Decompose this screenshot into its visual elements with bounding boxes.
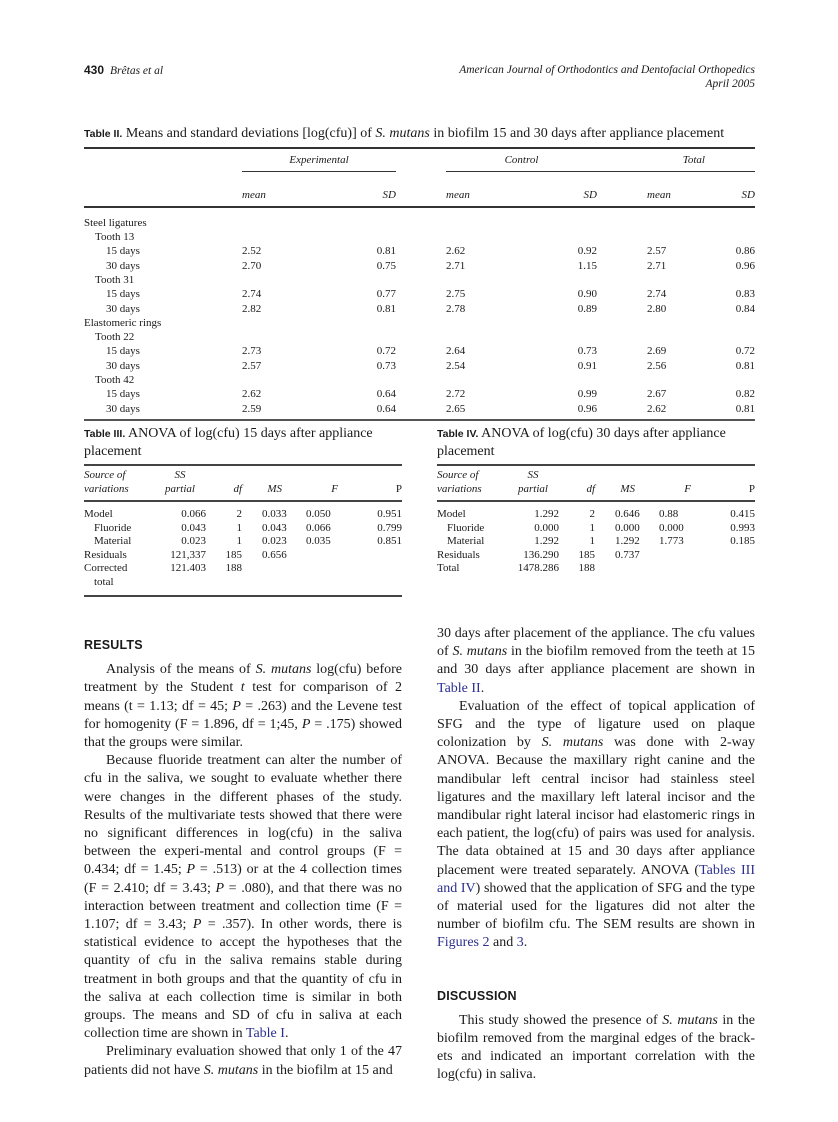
table-1-link[interactable]: Table I bbox=[245, 1026, 285, 1042]
paragraph-3-continued: 30 days after placement of the appliance. The cfu values of S. mutans in the biofilm removed from the teeth at 15 and 30 days after appliance placement are shown in Table II. bbox=[437, 626, 756, 696]
group-header-experimental: Experimental bbox=[289, 153, 349, 166]
table-2 bbox=[84, 125, 755, 421]
table-row: Fluoride 0.043 1 0.043 0.066 0.799 bbox=[94, 521, 402, 534]
running-header bbox=[84, 63, 755, 93]
table-4-caption: Table IV. ANOVA of log(cfu) 30 days after appliance placement bbox=[437, 426, 726, 459]
table-row: Steel ligatures bbox=[84, 216, 147, 229]
figure-2-link[interactable]: Figures 2 bbox=[437, 935, 490, 951]
group-header-control: Control bbox=[504, 153, 539, 166]
table-3-grid bbox=[84, 466, 402, 496]
table-4-link[interactable]: IV bbox=[460, 880, 476, 896]
table-row: Residuals 136.290 185 0.737 bbox=[437, 548, 640, 561]
table-row: Fluoride 0.000 1 0.000 0.000 0.993 bbox=[447, 521, 755, 534]
journal-info bbox=[459, 63, 755, 91]
table-3-caption: Table III. ANOVA of log(cfu) 15 days after appliance placement bbox=[84, 426, 373, 459]
page-number: 430 bbox=[84, 63, 105, 77]
table-4-header: Source of variations SS partial df MS F P bbox=[437, 469, 755, 495]
running-authors: Brêtas et al bbox=[110, 65, 164, 77]
table-row: 30 days 2.70 0.75 2.71 1.15 2.71 0.96 bbox=[106, 259, 755, 272]
journal-title: American Journal of Orthodontics and Dentofacial Orthopedics bbox=[459, 64, 755, 76]
tables-3-link[interactable]: Tables III bbox=[699, 862, 755, 878]
table-4-grid bbox=[437, 466, 755, 496]
right-column bbox=[437, 625, 755, 1085]
table-4 bbox=[437, 425, 755, 576]
table-row: 15 days 2.74 0.77 2.75 0.90 2.74 0.83 bbox=[106, 288, 755, 301]
table-3-header: Source of variations SS partial df MS F P bbox=[84, 469, 402, 495]
paragraph-3: Preliminary evaluation showed that only 1 of the 47 patients did not have S. mutans in the biofilm at 15 and bbox=[84, 1044, 402, 1078]
table-row: Tooth 42 bbox=[95, 374, 135, 387]
paragraph-4: Evaluation of the effect of topical application of SFG and the type of ligature used on plaque colonization by S. mutans was done with 2-way ANOVA. Because the maxillary right canine and the mandibular left central incisor had stainless steel ligatures and the maxillary left lateral incisor and the mandibular right lateral incisor had elastomeric rings in each patient, the log(cfu) of pairs was used for analysis. The data obtained at 15 and 30 days after appliance placement were treated separately. ANOVA (Tables III and IV) showed that the application of SFG and the type of material used for the ligatures did not alter the number of biofilm cfu. The SEM results are shown in Figures 2 and 3. bbox=[437, 698, 756, 951]
table-row: 15 days 2.62 0.64 2.72 0.99 2.67 0.82 bbox=[106, 388, 755, 401]
table-2-link[interactable]: Table II bbox=[437, 680, 481, 696]
subheader-row: mean SD mean SD mean SD bbox=[242, 188, 755, 201]
paragraph-1: Analysis of the means of S. mutans log(cfu) before treatment by the Student t test for comparison of 2 means (t = 1.13; df = 45; P = .263) and the Levene test for homogenity (F = 1.896, df = 1;45, P = .175) showed that the groups were similar. bbox=[84, 662, 402, 751]
table-row: 30 days 2.57 0.73 2.54 0.91 2.56 0.81 bbox=[106, 359, 755, 372]
table-row: 15 days 2.52 0.81 2.62 0.92 2.57 0.86 bbox=[106, 245, 755, 258]
table-row: Tooth 22 bbox=[95, 331, 135, 344]
figure-3-link[interactable]: 3 bbox=[516, 935, 524, 951]
table-row: Residuals 121,337 185 0.656 bbox=[84, 548, 287, 561]
table-row: Model 1.292 2 0.646 0.88 0.415 bbox=[437, 508, 755, 520]
table-3 bbox=[84, 425, 402, 597]
table-row: 15 days 2.73 0.72 2.64 0.73 2.69 0.72 bbox=[106, 345, 755, 358]
paragraph-2: Because fluoride treatment can alter the number of cfu in the saliva, we sought to evaluate whether there were changes in the different phases of the study. Results of the multivariate tests showed that there were no significant differences in log(cfu) in the saliva between the experi-mental and control groups (F = 0.434; df = 1.45; P = .513) or at the 4 collection times (F = 2.410; df = 3.43; P = .080), and that there was no interaction between treatment and collection time (F = 1.107; df = 3.43; P = .357). In other words, there is statistical evidence to accept the hypotheses that the quantity of cfu in the saliva remains stable during treatment in both groups and that the quantity of cfu in the saliva at each collection time is similar in both groups. The means and SD of cfu in saliva at each collection time are shown in Table I. bbox=[84, 753, 402, 1042]
table-2-body bbox=[84, 216, 755, 416]
table-row: Material 0.023 1 0.023 0.035 0.851 bbox=[94, 535, 402, 547]
table-row: Material 1.292 1 1.292 1.773 0.185 bbox=[447, 535, 755, 547]
discussion-heading: DISCUSSION bbox=[437, 988, 517, 1003]
table-row: Total 1478.286 188 bbox=[437, 562, 595, 574]
group-header-total: Total bbox=[682, 153, 705, 166]
table-row: Tooth 13 bbox=[95, 231, 135, 244]
results-heading: RESULTS bbox=[84, 638, 143, 652]
table-row: Corrected total 121.403 188 bbox=[84, 562, 242, 588]
table-row: 30 days 2.82 0.81 2.78 0.89 2.80 0.84 bbox=[106, 302, 755, 315]
paragraph-5: This study showed the presence of S. mutans in the biofilm removed from the marginal edges of the brack-ets and indicated an important correlation with the log(cfu) in saliva. bbox=[437, 1012, 756, 1083]
left-column bbox=[84, 625, 402, 1078]
journal-issue: April 2005 bbox=[705, 78, 755, 90]
table-2-caption: Table II. Means and standard deviations [log(cfu)] of S. mutans in biofilm 15 and 30 days after appliance placement bbox=[84, 126, 725, 141]
table-2-grid bbox=[84, 149, 755, 204]
table-row: Tooth 31 bbox=[95, 273, 135, 286]
table-row: Model 0.066 2 0.033 0.050 0.951 bbox=[84, 508, 402, 520]
table-4-body bbox=[437, 508, 755, 576]
table-3-body bbox=[84, 508, 402, 589]
table-row: 30 days 2.59 0.64 2.65 0.96 2.62 0.81 bbox=[106, 402, 755, 415]
table-row: Elastomeric rings bbox=[84, 316, 162, 329]
